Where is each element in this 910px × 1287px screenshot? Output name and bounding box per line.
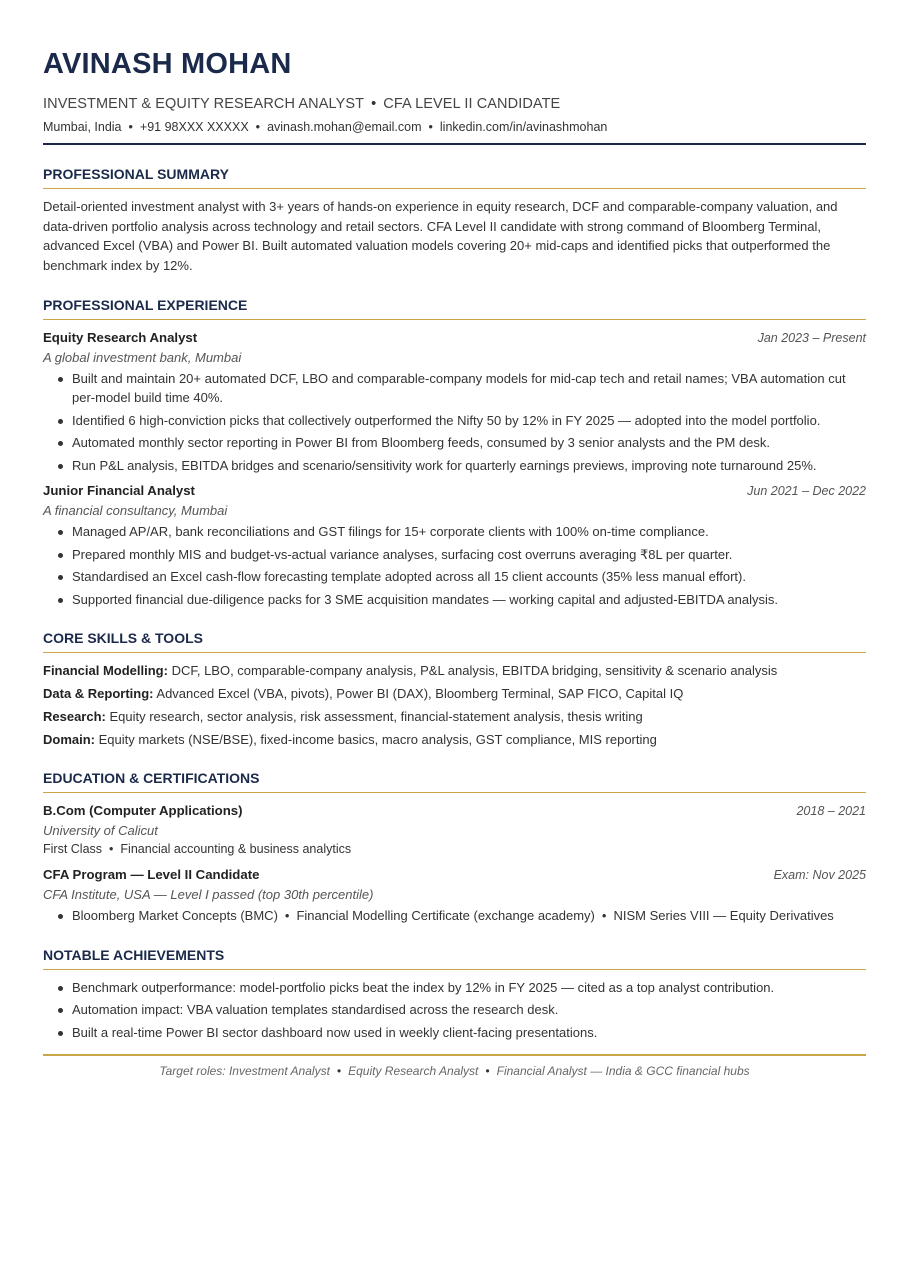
section-title: PROFESSIONAL SUMMARY [43, 165, 866, 189]
certification-item: NISM Series VIII — Equity Derivatives [613, 908, 834, 924]
experience-section [43, 296, 866, 610]
bullet-separator: • [336, 1063, 342, 1078]
skill-row [43, 661, 866, 680]
skill-value: Equity research, sector analysis, risk assessment, financial-statement analysis, thesis writing [105, 709, 643, 725]
job-organization: A global investment bank, Mumbai [43, 349, 242, 365]
bullet-item: Prepared monthly MIS and budget-vs-actual variance analyses, surfacing cost overruns averaging ₹8L per quarter. [72, 545, 866, 565]
bullet-item: Automation impact: VBA valuation templates standardised across the research desk. [72, 1000, 866, 1020]
bullet-item: Automated monthly sector reporting in Power BI from Bloomberg feeds, consumed by 3 senior analysts and the PM desk. [72, 433, 866, 453]
job-bullets [43, 369, 866, 476]
certification-entry [43, 865, 866, 926]
contact-location: Mumbai, India [43, 120, 122, 134]
section-body [43, 661, 866, 749]
certification-item: Financial Modelling Certificate (exchange academy) [296, 908, 595, 924]
headline [43, 95, 866, 113]
job-dates: Jan 2023 – Present [757, 330, 866, 345]
education-header [43, 801, 866, 821]
skill-label: Research: [43, 709, 106, 725]
section-body [43, 197, 866, 276]
footer-item: Financial Analyst — India & GCC financial hubs [496, 1063, 750, 1078]
bullet-separator: • [255, 120, 261, 134]
skill-row [43, 684, 866, 703]
headline-role: INVESTMENT & EQUITY RESEARCH ANALYST [43, 96, 365, 112]
achievement-list [43, 978, 866, 1043]
headline-certification: CFA LEVEL II CANDIDATE [383, 96, 561, 112]
bullet-item: Built a real-time Power BI sector dashboard now used in weekly client-facing presentations. [72, 1023, 866, 1043]
job-dates: Jun 2021 – Dec 2022 [747, 484, 866, 499]
job-header [43, 481, 866, 501]
bullet-item: Built and maintain 20+ automated DCF, LBO and comparable-company models for mid-cap tech and retail names; VBA automation cut per-model build time 40%. [72, 369, 866, 408]
institution: University of Calicut [43, 823, 158, 839]
skill-value: DCF, LBO, comparable-company analysis, P&L analysis, EBITDA bridging, sensitivity & scenario analysis [167, 663, 778, 679]
education-entry [43, 801, 866, 859]
summary-section [43, 165, 866, 276]
education-section [43, 769, 866, 926]
section-title: PROFESSIONAL EXPERIENCE [43, 296, 866, 320]
bullet-item: Identified 6 high-conviction picks that collectively outperformed the Nifty 50 by 12% in FY 2025 — adopted into the model portfolio. [72, 411, 866, 431]
certification-title: CFA Program — Level II Candidate [43, 867, 260, 883]
job-title: Equity Research Analyst [43, 329, 198, 345]
bullet-separator: • [284, 908, 290, 924]
skill-value: Equity markets (NSE/BSE), fixed-income basics, macro analysis, GST compliance, MIS reporting [95, 732, 657, 748]
certification-dates: Exam: Nov 2025 [773, 868, 866, 883]
contact-phone: +91 98XXX XXXXX [139, 120, 249, 134]
bullet-separator: • [371, 96, 377, 112]
skill-value: Advanced Excel (VBA, pivots), Power BI (DAX), Bloomberg Terminal, SAP FICO, Capital IQ [153, 686, 684, 702]
bullet-separator: • [109, 842, 114, 857]
achievements-section [43, 946, 866, 1043]
focus-area: Financial accounting & business analytics [120, 842, 352, 857]
certification-item: Bloomberg Market Concepts (BMC) [72, 908, 278, 924]
certification-body: CFA Institute, USA — Level I passed (top 30th percentile) [43, 887, 374, 903]
job-entry [43, 328, 866, 476]
skills-section [43, 629, 866, 749]
certification-header [43, 865, 866, 885]
job-organization: A financial consultancy, Mumbai [43, 503, 228, 519]
skill-label: Financial Modelling: [43, 663, 168, 679]
summary-text: Detail-oriented investment analyst with 3+ years of hands-on experience in equity research, DCF and comparable-company valuation, and data-driven portfolio analysis across technology and retail sectors. CFA Level II candidate with strong command of Bloomberg Terminal, advanced Excel (VBA) and Power BI. Built automated valuation models covering 20+ mid-caps and identified picks that outperformed the benchmark index by 12%. [43, 199, 838, 274]
degree-title: B.Com (Computer Applications) [43, 803, 243, 819]
certification-list [43, 906, 866, 926]
resume-header [43, 46, 866, 145]
grade: First Class [43, 842, 103, 857]
bullet-item: Run P&L analysis, EBITDA bridges and scenario/sensitivity work for quarterly earnings previews, improving note turnaround 25%. [72, 456, 866, 476]
section-title: NOTABLE ACHIEVEMENTS [43, 946, 866, 970]
contact-email: avinash.mohan@email.com [267, 120, 422, 134]
target-roles-footer [43, 1063, 866, 1079]
bullet-separator: • [485, 1063, 490, 1078]
bullet-item: Standardised an Excel cash-flow forecasting template adopted across all 15 client accounts (35% less manual effort). [72, 567, 866, 587]
bullet-separator: • [428, 120, 433, 134]
skill-label: Domain: [43, 732, 95, 748]
footer-item: Equity Research Analyst [348, 1063, 479, 1078]
footer-item: Target roles: Investment Analyst [159, 1063, 330, 1078]
section-title: CORE SKILLS & TOOLS [43, 629, 866, 653]
education-dates: 2018 – 2021 [796, 804, 866, 819]
job-header [43, 328, 866, 348]
job-entry [43, 481, 866, 609]
section-body [43, 801, 866, 926]
contact-line [43, 119, 866, 135]
bullet-item: Benchmark outperformance: model-portfolio picks beat the index by 12% in FY 2025 — cited as a top analyst contribution. [72, 978, 866, 998]
job-bullets [43, 522, 866, 609]
header-divider [43, 143, 866, 145]
bullet-item: Managed AP/AR, bank reconciliations and GST filings for 15+ corporate clients with 100% on-time compliance. [72, 522, 866, 542]
section-title: EDUCATION & CERTIFICATIONS [43, 769, 866, 793]
candidate-name: AVINASH MOHAN [43, 48, 292, 80]
bullet-item: Supported financial due-diligence packs for 3 SME acquisition mandates — working capital and adjusted-EBITDA analysis. [72, 590, 866, 610]
skill-row [43, 707, 866, 726]
bullet-separator: • [601, 908, 607, 924]
job-title: Junior Financial Analyst [43, 483, 195, 499]
contact-linkedin: linkedin.com/in/avinashmohan [439, 120, 608, 134]
skill-row [43, 730, 866, 749]
bullet-separator: • [128, 120, 133, 134]
education-detail [43, 840, 866, 859]
bullet-item [72, 906, 866, 926]
skill-label: Data & Reporting: [43, 686, 154, 702]
footer-divider [43, 1054, 866, 1056]
section-body [43, 978, 866, 1043]
section-body [43, 328, 866, 610]
